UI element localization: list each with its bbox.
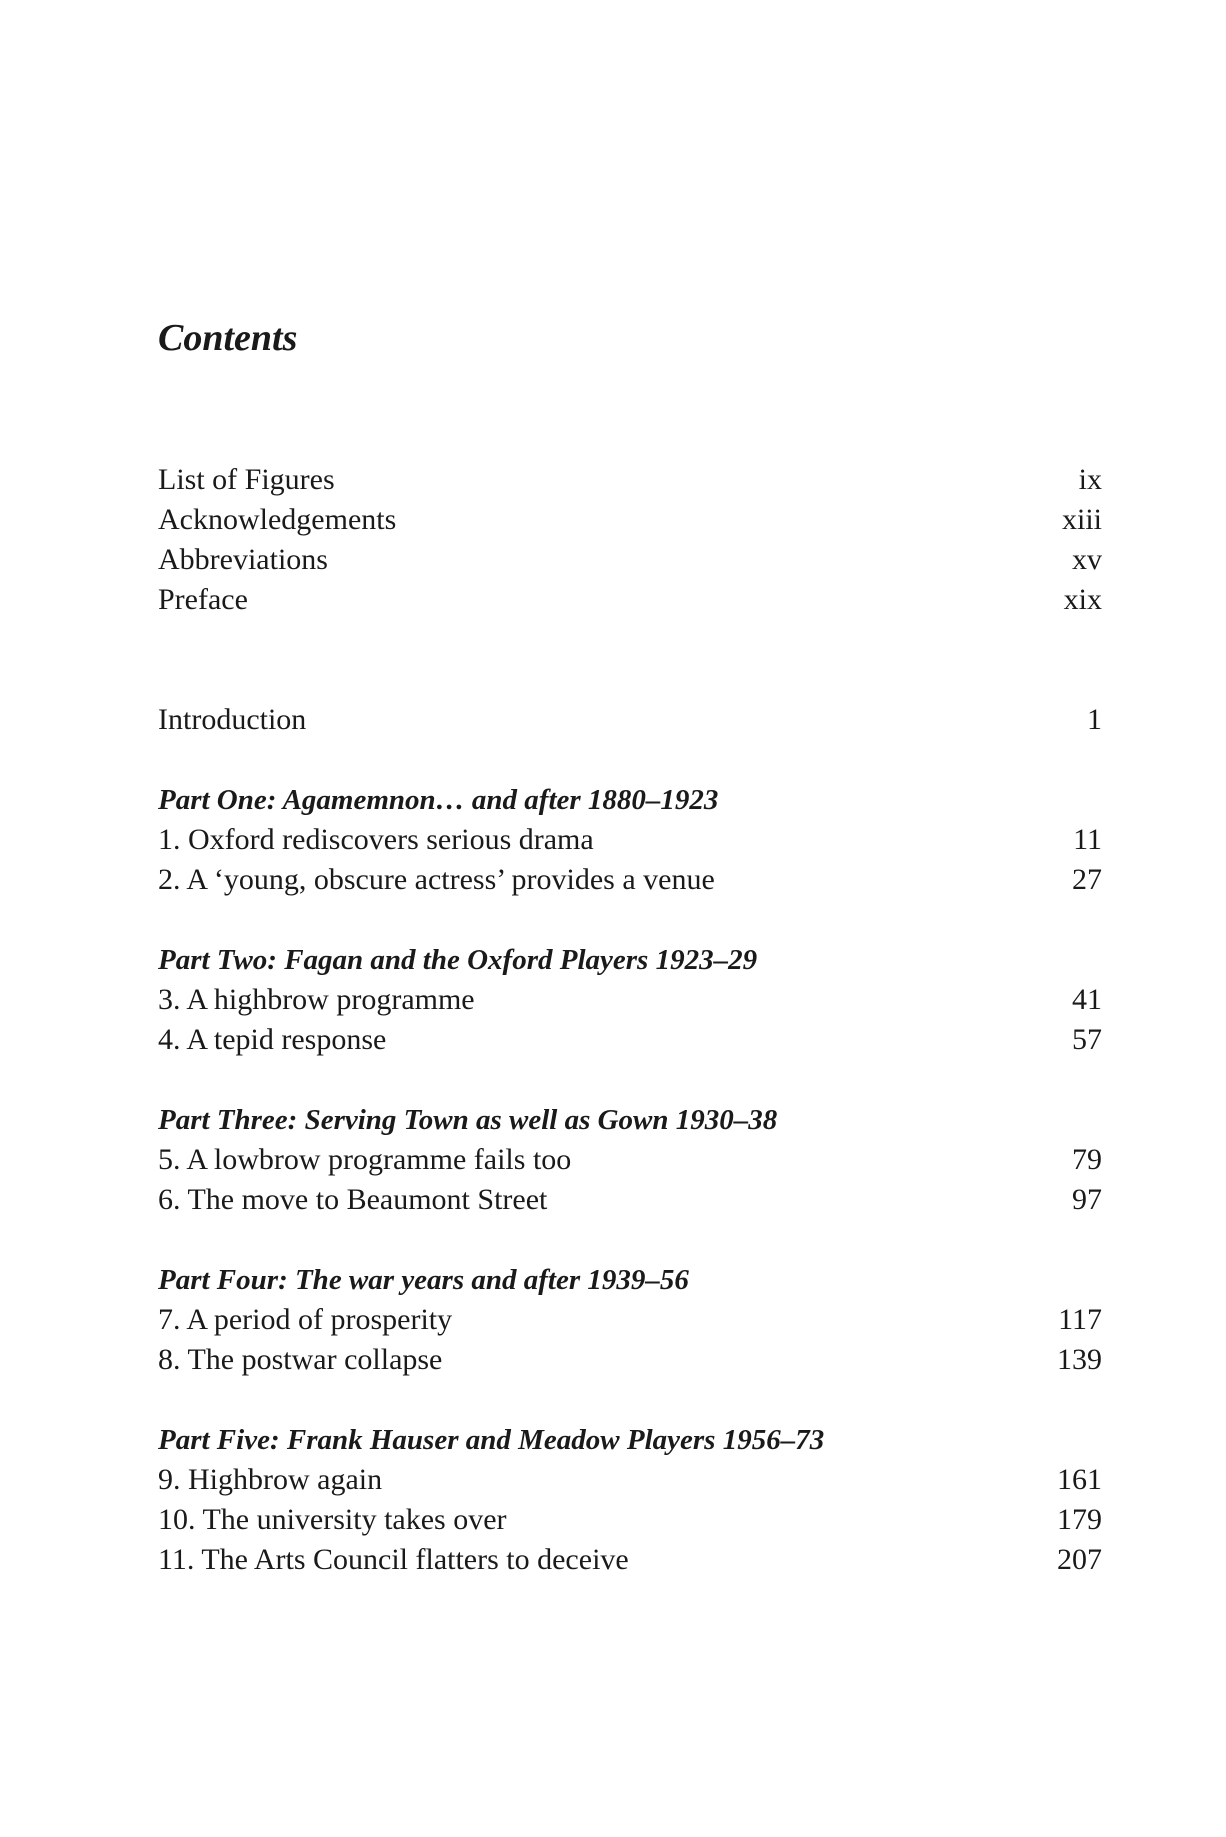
contents-page — [158, 308, 1102, 1580]
toc-entry-label: List of Figures — [158, 463, 335, 496]
toc-entry[interactable] — [158, 860, 1102, 900]
toc-entry-page: 57 — [1072, 1023, 1102, 1056]
toc-entry[interactable] — [158, 1340, 1102, 1380]
toc-entry-label: Preface — [158, 583, 248, 616]
toc-entry-page: 27 — [1072, 863, 1102, 896]
part-title: Part Five: Frank Hauser and Meadow Players 1956–73 — [158, 1424, 825, 1456]
page-title: Contents — [158, 317, 298, 359]
toc-entry-label: 2. A ‘young, obscure actress’ provides a venue — [158, 863, 715, 896]
toc-entry-page: 97 — [1072, 1183, 1102, 1216]
toc-entry-label: 10. The university takes over — [158, 1503, 507, 1536]
toc-entry[interactable] — [158, 1540, 1102, 1580]
toc-entry[interactable] — [158, 1500, 1102, 1540]
toc-entry-page: 207 — [1057, 1543, 1102, 1576]
toc-entry-page: 117 — [1058, 1303, 1102, 1336]
toc-entry-page: 161 — [1057, 1463, 1102, 1496]
part-section — [158, 780, 1102, 900]
toc-entry-page: ix — [1078, 463, 1102, 496]
toc-entry-page: 139 — [1057, 1343, 1102, 1376]
toc-entry-label: 5. A lowbrow programme fails too — [158, 1143, 572, 1176]
toc-entry[interactable] — [158, 700, 1102, 740]
toc-entry-label: Acknowledgements — [158, 503, 397, 536]
part-section — [158, 940, 1102, 1060]
part-title: Part One: Agamemnon… and after 1880–1923 — [158, 784, 719, 816]
toc-entry[interactable] — [158, 500, 1102, 540]
toc-entry-label: Abbreviations — [158, 543, 328, 576]
toc-entry[interactable] — [158, 460, 1102, 500]
toc-entry-page: xix — [1063, 583, 1102, 616]
part-title: Part Four: The war years and after 1939–56 — [158, 1264, 689, 1296]
toc-entry[interactable] — [158, 820, 1102, 860]
toc-entry-page: 1 — [1087, 703, 1102, 736]
front-matter-list — [158, 460, 1102, 620]
toc-entry-page: xv — [1072, 543, 1102, 576]
toc-entry[interactable] — [158, 1140, 1102, 1180]
toc-entry-label: 8. The postwar collapse — [158, 1343, 443, 1376]
toc-entry-label: 11. The Arts Council flatters to deceive — [158, 1543, 629, 1576]
toc-entry-label: 1. Oxford rediscovers serious drama — [158, 823, 594, 856]
toc-entry[interactable] — [158, 1300, 1102, 1340]
introduction-section — [158, 700, 1102, 740]
toc-entry[interactable] — [158, 1180, 1102, 1220]
toc-entry[interactable] — [158, 1020, 1102, 1060]
toc-entry-page: 179 — [1057, 1503, 1102, 1536]
toc-entry[interactable] — [158, 980, 1102, 1020]
toc-entry-page: 11 — [1073, 823, 1102, 856]
part-section — [158, 1260, 1102, 1380]
toc-entry-label: 4. A tepid response — [158, 1023, 387, 1056]
part-section — [158, 1420, 1102, 1580]
part-title: Part Two: Fagan and the Oxford Players 1923–29 — [158, 944, 758, 976]
toc-entry[interactable] — [158, 540, 1102, 580]
toc-entry-page: 79 — [1072, 1143, 1102, 1176]
toc-entry[interactable] — [158, 580, 1102, 620]
toc-entry-label: 3. A highbrow programme — [158, 983, 475, 1016]
toc-entry-label: 6. The move to Beaumont Street — [158, 1183, 548, 1216]
part-title: Part Three: Serving Town as well as Gown 1930–38 — [158, 1104, 778, 1136]
part-section — [158, 1100, 1102, 1220]
toc-entry-label: 7. A period of prosperity — [158, 1303, 453, 1336]
toc-entry-page: 41 — [1072, 983, 1102, 1016]
toc-entry[interactable] — [158, 1460, 1102, 1500]
toc-entry-page: xiii — [1061, 503, 1102, 536]
toc-entry-label: 9. Highbrow again — [158, 1463, 383, 1496]
toc-entry-label: Introduction — [158, 703, 307, 736]
